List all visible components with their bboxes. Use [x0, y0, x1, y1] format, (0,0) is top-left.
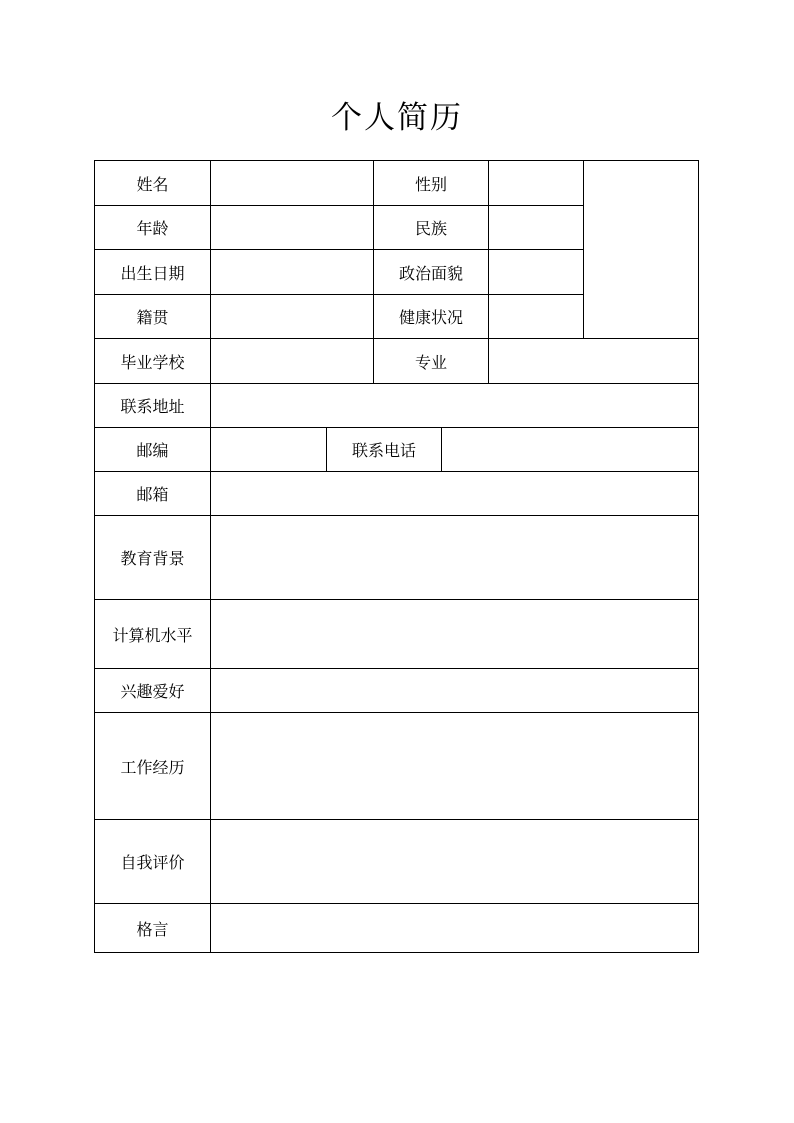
label-major: 专业 [373, 338, 489, 384]
label-birth-date: 出生日期 [94, 249, 211, 295]
label-hobbies: 兴趣爱好 [94, 668, 211, 713]
label-ethnicity: 民族 [373, 205, 489, 250]
major-field[interactable] [488, 338, 699, 384]
hobbies-field[interactable] [210, 668, 699, 713]
photo-box[interactable] [583, 160, 699, 339]
self-evaluation-field[interactable] [210, 819, 699, 904]
label-political-status: 政治面貌 [373, 249, 489, 295]
motto-field[interactable] [210, 903, 699, 953]
label-age: 年龄 [94, 205, 211, 250]
label-education: 教育背景 [94, 515, 211, 600]
gender-field[interactable] [488, 160, 584, 206]
page-title: 个人简历 [331, 100, 463, 136]
email-field[interactable] [210, 471, 699, 516]
age-field[interactable] [210, 205, 374, 250]
ethnicity-field[interactable] [488, 205, 584, 250]
label-address: 联系地址 [94, 383, 211, 428]
label-motto: 格言 [94, 903, 211, 953]
political-status-field[interactable] [488, 249, 584, 295]
label-native-place: 籍贯 [94, 294, 211, 339]
label-work-experience: 工作经历 [94, 712, 211, 820]
label-gender: 性别 [373, 160, 489, 206]
native-place-field[interactable] [210, 294, 374, 339]
school-field[interactable] [210, 338, 374, 384]
name-field[interactable] [210, 160, 374, 206]
work-experience-field[interactable] [210, 712, 699, 820]
birth-date-field[interactable] [210, 249, 374, 295]
health-field[interactable] [488, 294, 584, 339]
label-phone: 联系电话 [326, 427, 442, 472]
label-school: 毕业学校 [94, 338, 211, 384]
label-computer-skills: 计算机水平 [94, 599, 211, 669]
postcode-field[interactable] [210, 427, 327, 472]
computer-skills-field[interactable] [210, 599, 699, 669]
address-field[interactable] [210, 383, 699, 428]
label-email: 邮箱 [94, 471, 211, 516]
label-postcode: 邮编 [94, 427, 211, 472]
label-name: 姓名 [94, 160, 211, 206]
label-health: 健康状况 [373, 294, 489, 339]
education-field[interactable] [210, 515, 699, 600]
phone-field[interactable] [441, 427, 699, 472]
label-self-evaluation: 自我评价 [94, 819, 211, 904]
